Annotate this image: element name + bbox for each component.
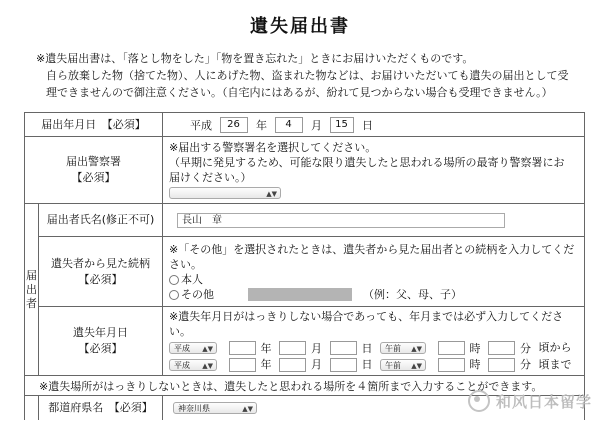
required-tag: 【必須】 <box>71 171 116 184</box>
lost-date-until-line <box>169 357 578 373</box>
police-note-1: ※届出する警察署名を選択してください。 <box>169 141 377 154</box>
hour-input-from[interactable] <box>438 341 465 355</box>
year-unit: 年 <box>256 118 267 132</box>
relationship-other-input[interactable] <box>248 288 352 301</box>
lost-date-label-text: 遺失年月日 <box>73 326 128 339</box>
note-line-3: 理できませんので御注意ください。（自宅内にはあるが、紛れて見つからない場合も受理できません。） <box>46 86 553 99</box>
lost-date-note-2: い。 <box>169 325 191 338</box>
minute-unit: 分 <box>520 358 531 371</box>
watermark-text: 和风日本留学 <box>495 392 592 411</box>
note-line-1: ※遺失届出書は、「落とし物をした」「物を置き忘れた」ときにお届けいただくものです。 <box>36 52 474 65</box>
minute-input-until[interactable] <box>488 358 515 372</box>
minute-unit: 分 <box>520 341 531 355</box>
year-input-until[interactable] <box>229 358 256 372</box>
chevron-down-icon: ▲▼ <box>266 190 277 198</box>
indent-cell <box>25 396 39 420</box>
hour-unit: 時 <box>469 358 481 371</box>
place-note: ※遺失場所がはっきりしないときは、遺失したと思われる場所を４箇所まで入力することができます。 <box>25 376 585 396</box>
chevron-down-icon: ▲▼ <box>411 345 422 353</box>
era-select-until[interactable]: 平成 ▲▼ <box>169 359 217 371</box>
police-station-row <box>25 137 585 204</box>
era-label: 平成 <box>190 118 212 132</box>
hour-input-until[interactable] <box>438 358 465 372</box>
applicant-name-field: 長山 章 <box>177 213 505 228</box>
relationship-note-1: ※「その他」を選択されたときは、遺失者から見た届出者との続柄を入力してくだ <box>169 242 575 256</box>
day-unit: 日 <box>361 341 373 355</box>
note-line-2: 自ら放棄した物（捨てた物）、人にあげた物、盗まれた物などは、お届けいただいても遺失の届出として受 <box>46 69 569 82</box>
month-unit: 月 <box>311 118 322 132</box>
lost-date-note-1: ※遺失年月日がはっきりしない場合であっても、年月までは必ず入力してくださ <box>169 310 564 323</box>
month-input-from[interactable] <box>279 341 306 355</box>
day-input[interactable]: 15 <box>330 117 354 133</box>
relationship-example: （例：父、母、子） <box>363 287 462 301</box>
chevron-down-icon: ▲▼ <box>411 361 422 370</box>
radio-other-label: その他 <box>181 287 214 301</box>
ampm-select-from[interactable]: 午前 ▲▼ <box>380 342 426 354</box>
year-unit: 年 <box>260 358 272 371</box>
lost-date-row <box>25 307 585 376</box>
required-tag: 【必須】 <box>78 342 123 355</box>
year-input-from[interactable] <box>229 341 256 355</box>
submission-date-row <box>25 113 585 137</box>
prefecture-label: 都道府県名 【必須】 <box>39 396 163 420</box>
relationship-row <box>25 237 585 307</box>
radio-other[interactable] <box>169 290 179 300</box>
applicant-side-label-text: 届出者 <box>26 268 37 310</box>
day-unit: 日 <box>361 358 373 371</box>
applicant-name-label: 届出者氏名(修正不可) <box>39 204 163 237</box>
watermark <box>468 390 592 412</box>
month-unit: 月 <box>311 341 322 355</box>
police-station-label <box>25 137 163 204</box>
chevron-down-icon: ▲▼ <box>242 405 253 414</box>
day-unit: 日 <box>362 118 373 132</box>
day-input-until[interactable] <box>330 358 357 372</box>
era-select-from[interactable]: 平成 ▲▼ <box>169 342 217 354</box>
month-unit: 月 <box>311 358 322 371</box>
relationship-label-text: 遺失者から見た続柄 <box>51 256 150 270</box>
applicant-name-row <box>25 204 585 237</box>
chevron-down-icon: ▲▼ <box>202 361 213 370</box>
minute-input-from[interactable] <box>488 341 515 355</box>
required-tag: 【必須】 <box>78 272 123 286</box>
from-suffix: 頃から <box>538 341 572 354</box>
year-input[interactable]: 26 <box>220 117 248 133</box>
month-input[interactable]: 4 <box>275 117 303 133</box>
prefecture-select[interactable]: 神奈川県 ▲▼ <box>173 402 257 414</box>
police-note-3: 届けください。） <box>169 171 252 184</box>
until-suffix: 頃まで <box>538 357 572 371</box>
chevron-down-icon: ▲▼ <box>202 345 213 353</box>
relationship-note-2: さい。 <box>169 257 202 271</box>
police-station-label-text: 届出警察署 <box>66 155 121 168</box>
lost-date-from-line <box>169 340 578 356</box>
month-input-until[interactable] <box>279 358 306 372</box>
hour-unit: 時 <box>469 341 481 355</box>
day-input-from[interactable] <box>330 341 357 355</box>
relationship-label <box>39 237 163 307</box>
applicant-side-label <box>25 204 39 376</box>
ampm-select-until[interactable]: 午前 ▲▼ <box>380 359 426 371</box>
submission-date-label: 届出年月日 【必須】 <box>25 113 163 137</box>
year-unit: 年 <box>260 341 272 355</box>
lost-date-label <box>39 307 163 376</box>
police-note-2: （早期に発見するため、可能な限り遺失したと思われる場所の最寄り警察署にお <box>169 156 565 169</box>
wechat-logo-icon <box>468 390 490 412</box>
radio-self-label: 本人 <box>181 272 203 286</box>
radio-self[interactable] <box>169 275 179 285</box>
lost-property-form <box>24 112 585 420</box>
page-title: 遺失届出書 <box>250 16 350 37</box>
police-station-select[interactable] <box>169 187 281 199</box>
